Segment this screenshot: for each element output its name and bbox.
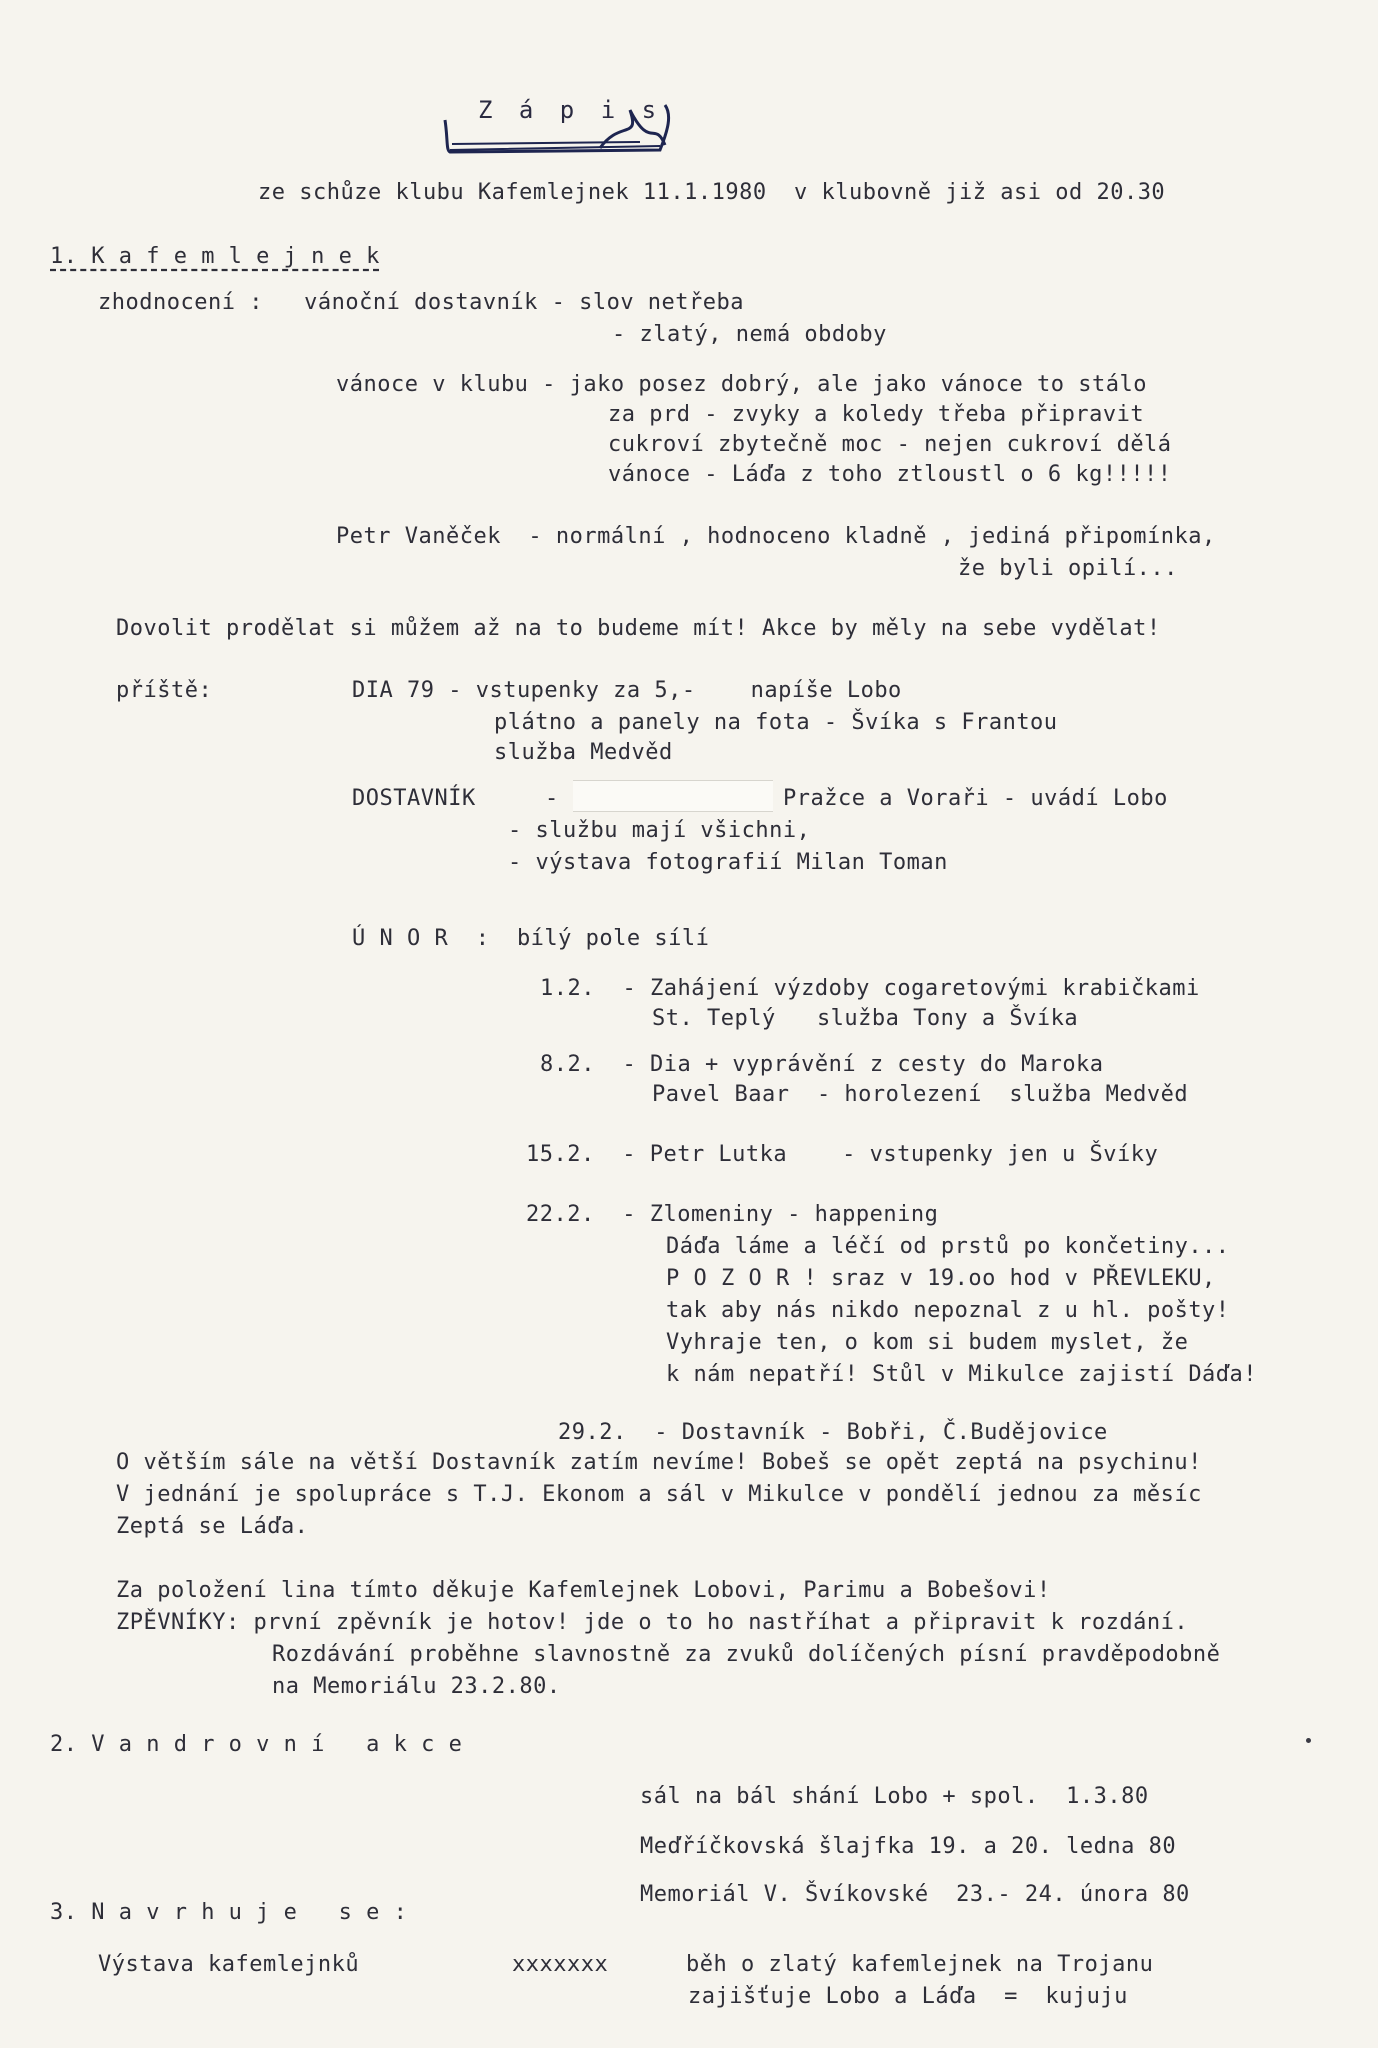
section-3-heading: 3. N a v r h u j e s e : xyxy=(50,1900,408,1925)
document-title: Z á p i s xyxy=(478,96,663,124)
line-sal-na-bal: sál na bál shání Lobo + spol. 1.3.80 xyxy=(640,1784,1149,1809)
line-22-2-e: Vyhraje ten, o kom si budem myslet, že xyxy=(666,1330,1189,1355)
line-vanoce-4: vánoce - Láďa z toho ztloustl o 6 kg!!!!! xyxy=(608,462,1172,487)
line-unor: Ú N O R : bílý pole sílí xyxy=(352,926,710,951)
line-dia-3: služba Medvěd xyxy=(494,740,673,765)
line-22-2-d: tak aby nás nikdo nepoznal z u hl. pošty! xyxy=(666,1298,1230,1323)
line-vanoce-3: cukroví zbytečně moc - nejen cukroví dělá xyxy=(608,432,1172,457)
line-sal-1: O větším sále na větší Dostavník zatím nevíme! Bobeš se opět zeptá na psychinu! xyxy=(116,1450,1202,1475)
line-dia-2: plátno a panely na fota - Švíka s Frantou xyxy=(494,710,1058,735)
line-zpevniky-2: Rozdávání proběhne slavnostně za zvuků dolíčených písní pravděpodobně xyxy=(272,1642,1221,1667)
line-zpevniky-3: na Memoriálu 23.2.80. xyxy=(272,1674,561,1699)
line-zlaty: - zlatý, nemá obdoby xyxy=(612,322,887,347)
line-lino: Za položení lina tímto děkuje Kafemlejnek Lobovi, Parimu a Bobešovi! xyxy=(116,1578,1051,1603)
line-22-2-f: k nám nepatří! Stůl v Mikulce zajistí Dáďa! xyxy=(666,1362,1258,1387)
line-sal-2: V jednání je spolupráce s T.J. Ekonom a sál v Mikulce v pondělí jednou za měsíc xyxy=(116,1482,1202,1507)
line-8-2-b: Pavel Baar - horolezení služba Medvěd xyxy=(652,1082,1189,1107)
line-29-2: 29.2. - Dostavník - Bobři, Č.Budějovice xyxy=(558,1420,1108,1445)
line-22-2-c: P O Z O R ! sraz v 19.oo hod v PŘEVLEKU, xyxy=(666,1266,1216,1291)
line-petr-2: že byli opilí... xyxy=(958,556,1178,581)
redacted-blank xyxy=(573,780,773,812)
line-dostavnik-1: Pražce a Voraři - uvádí Lobo xyxy=(783,786,1168,811)
line-dovolit: Dovolit prodělat si můžem až na to budeme mít! Akce by měly na sebe vydělat! xyxy=(116,616,1161,641)
line-sal-3: Zeptá se Láďa. xyxy=(116,1514,309,1539)
line-vystava: Výstava kafemlejnků xyxy=(98,1952,360,1977)
line-1-2-b: St. Teplý služba Tony a Švíka xyxy=(652,1006,1079,1031)
line-petr-1: Petr Vaněček - normální , hodnoceno kladně , jediná připomínka, xyxy=(336,524,1216,549)
line-xxx: xxxxxxx xyxy=(512,1952,609,1977)
line-beh-1: běh o zlatý kafemlejnek na Trojanu xyxy=(686,1952,1154,1977)
line-dostavnik-2: - službu mají všichni, xyxy=(508,818,811,843)
line-8-2-a: 8.2. - Dia + vyprávění z cesty do Maroka xyxy=(540,1052,1104,1077)
line-1-2-a: 1.2. - Zahájení výzdoby cogaretovými krabičkami xyxy=(540,976,1200,1001)
line-dia-1: DIA 79 - vstupenky za 5,- napíše Lobo xyxy=(352,678,902,703)
line-vanoce-2: za prd - zvyky a koledy třeba připravit xyxy=(608,402,1145,427)
label-pristi: příště: xyxy=(116,678,213,703)
section-1-heading: 1. K a f e m l e j n e k xyxy=(50,244,380,269)
line-zpevniky-1: ZPĚVNÍKY: první zpěvník je hotov! jde o to ho nastříhat a připravit k rozdání. xyxy=(116,1610,1189,1635)
line-vanoce-1: vánoce v klubu - jako posez dobrý, ale jako vánoce to stálo xyxy=(336,372,1147,397)
ink-dot xyxy=(1306,1738,1311,1743)
line-medrickovska: Meďříčkovská šlajfka 19. a 20. ledna 80 xyxy=(640,1834,1177,1859)
section-2-heading: 2. V a n d r o v n í a k c e xyxy=(50,1732,463,1757)
line-beh-2: zajišťuje Lobo a Láďa = kujuju xyxy=(688,1984,1128,2009)
line-22-2-a: 22.2. - Zlomeniny - happening xyxy=(526,1202,939,1227)
line-dostavnik-3: - výstava fotografií Milan Toman xyxy=(508,850,948,875)
meeting-subtitle: ze schůze klubu Kafemlejnek 11.1.1980 v klubovně již asi od 20.30 xyxy=(258,180,1166,205)
line-dostavnik-label: DOSTAVNÍK xyxy=(352,786,476,811)
line-zhodnoceni: zhodnocení : vánoční dostavník - slov netřeba xyxy=(98,290,745,315)
line-22-2-b: Dáďa láme a léčí od prstů po končetiny... xyxy=(666,1234,1230,1259)
line-memorial: Memoriál V. Švíkovské 23.- 24. února 80 xyxy=(640,1882,1190,1907)
line-dostavnik-dash: - xyxy=(545,786,559,811)
line-15-2: 15.2. - Petr Lutka - vstupenky jen u Švíky xyxy=(526,1142,1159,1167)
